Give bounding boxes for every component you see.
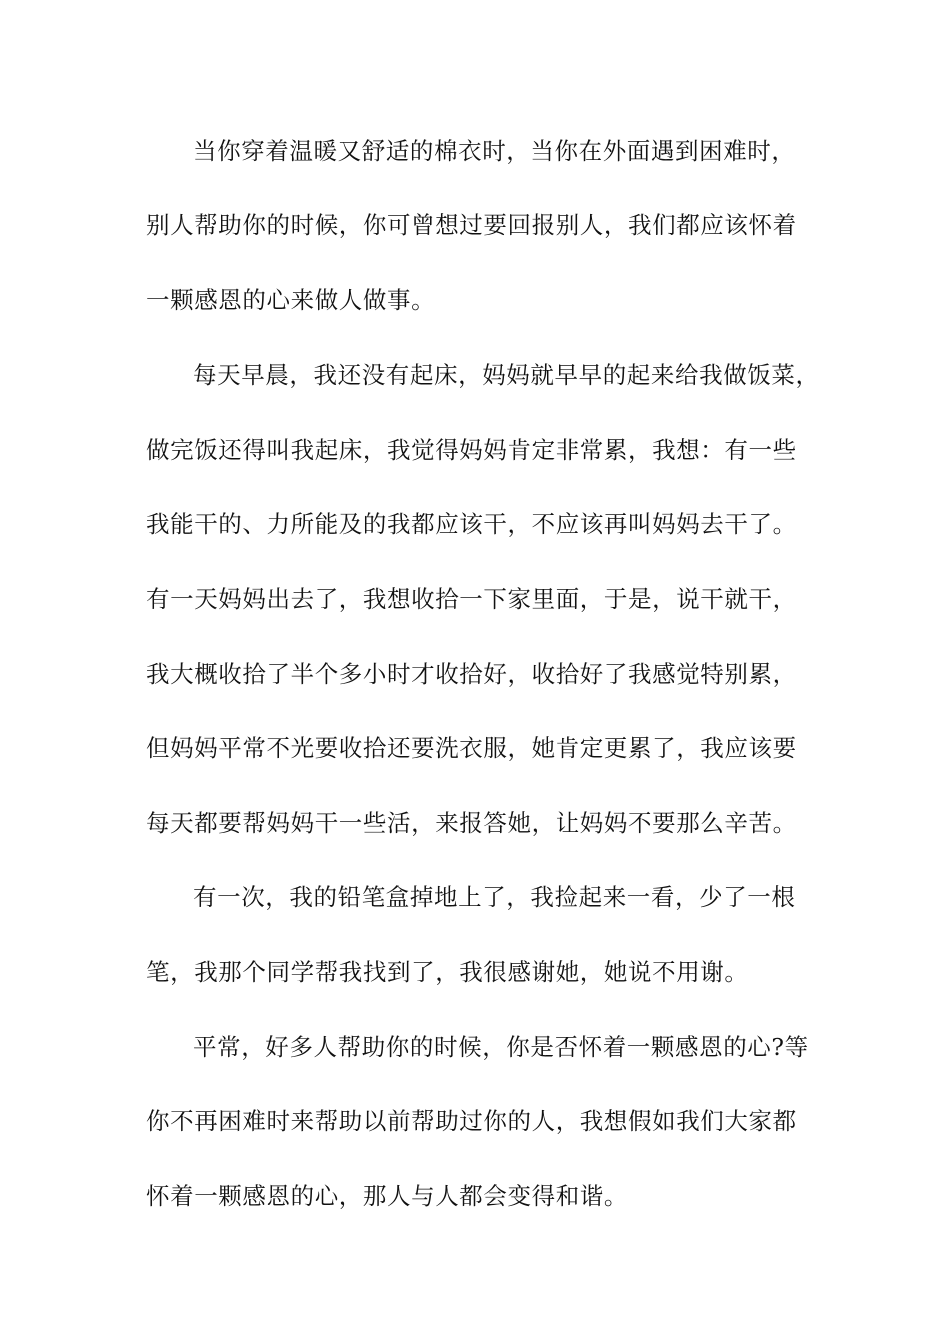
paragraph-2-line-5: 我大概收拾了半个多小时才收拾好，收拾好了我感觉特别累，: [146, 660, 797, 688]
paragraph-1-line-2: 别人帮助你的时候，你可曾想过要回报别人，我们都应该怀着: [146, 211, 797, 239]
paragraph-4-line-3: 怀着一颗感恩的心，那人与人都会变得和谐。: [146, 1182, 628, 1210]
paragraph-2-line-2: 做完饭还得叫我起床，我觉得妈妈肯定非常累，我想：有一些: [146, 436, 797, 464]
paragraph-2-line-4: 有一天妈妈出去了，我想收拾一下家里面，于是，说干就干，: [146, 585, 797, 613]
paragraph-1-line-3: 一颗感恩的心来做人做事。: [146, 286, 436, 314]
paragraph-2-line-6: 但妈妈平常不光要收拾还要洗衣服，她肯定更累了，我应该要: [146, 734, 797, 762]
paragraph-2-line-7: 每天都要帮妈妈干一些活，来报答她，让妈妈不要那么辛苦。: [146, 809, 797, 837]
paragraph-3-line-1: 有一次，我的铅笔盒掉地上了，我捡起来一看，少了一根: [193, 883, 796, 911]
paragraph-2-line-3: 我能干的、力所能及的我都应该干，不应该再叫妈妈去干了。: [146, 510, 797, 538]
paragraph-4-line-2: 你不再困难时来帮助以前帮助过你的人，我想假如我们大家都: [146, 1107, 797, 1135]
paragraph-4-line-1: 平常，好多人帮助你的时候，你是否怀着一颗感恩的心?等: [193, 1033, 809, 1061]
paragraph-1-line-1: 当你穿着温暖又舒适的棉衣时，当你在外面遇到困难时，: [193, 137, 796, 165]
paragraph-3-line-2: 笔，我那个同学帮我找到了，我很感谢她，她说不用谢。: [146, 958, 749, 986]
paragraph-2-line-1: 每天早晨，我还没有起床，妈妈就早早的起来给我做饭菜，: [193, 361, 820, 389]
